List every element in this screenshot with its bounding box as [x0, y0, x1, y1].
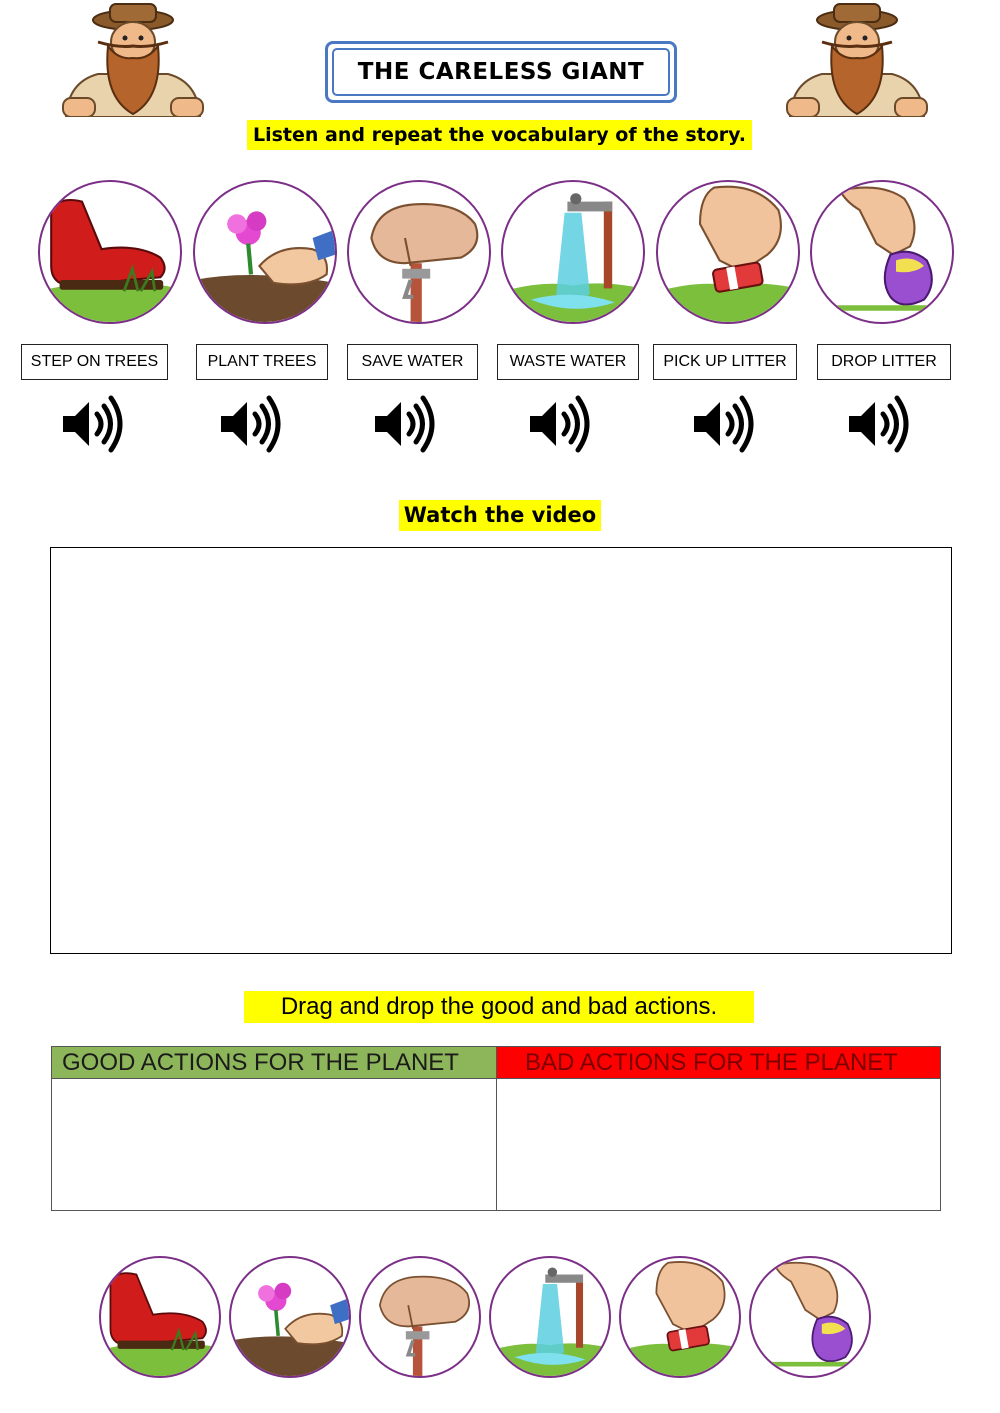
speaker-icon-pick-up-litter[interactable] — [690, 388, 762, 460]
draggable-card-drop-litter[interactable] — [749, 1256, 871, 1378]
draggable-card-plant-trees[interactable] — [229, 1256, 351, 1378]
vocab-picture-waste-water — [501, 180, 645, 324]
speaker-icon-plant-trees[interactable] — [217, 388, 289, 460]
vocab-label-drop-litter: DROP LITTER — [817, 344, 951, 380]
vocab-label-pick-up-litter: PICK UP LITTER — [653, 344, 797, 380]
vocab-label-plant-trees: PLANT TREES — [196, 344, 328, 380]
speaker-icon — [217, 388, 289, 460]
bad-actions-header: BAD ACTIONS FOR THE PLANET — [497, 1047, 940, 1079]
hands-planting-flower-icon — [231, 1258, 349, 1376]
giant-illustration-right — [782, 2, 932, 117]
hand-closing-tap-icon — [361, 1258, 479, 1376]
speaker-icon — [845, 388, 917, 460]
hands-planting-flower-icon — [195, 182, 335, 322]
drag-instruction: Drag and drop the good and bad actions. — [244, 991, 754, 1023]
speaker-icon-step-on-trees[interactable] — [59, 388, 131, 460]
running-tap-icon — [491, 1258, 609, 1376]
watch-instruction: Watch the video — [399, 500, 601, 531]
speaker-icon — [690, 388, 762, 460]
hand-picking-litter-icon — [621, 1258, 739, 1376]
vocab-picture-pick-up-litter — [656, 180, 800, 324]
good-actions-header: GOOD ACTIONS FOR THE PLANET — [52, 1047, 497, 1079]
vocab-picture-step-on-trees — [38, 180, 182, 324]
vocab-label-save-water: SAVE WATER — [347, 344, 478, 380]
sorting-table — [51, 1046, 941, 1211]
giant-illustration-left — [58, 2, 208, 117]
speaker-icon-waste-water[interactable] — [526, 388, 598, 460]
draggable-card-waste-water[interactable] — [489, 1256, 611, 1378]
hand-dropping-litter-icon — [751, 1258, 869, 1376]
vocab-picture-drop-litter — [810, 180, 954, 324]
listen-instruction: Listen and repeat the vocabulary of the story. — [247, 120, 752, 150]
vocab-picture-save-water — [347, 180, 491, 324]
speaker-icon-save-water[interactable] — [371, 388, 443, 460]
title-box — [325, 41, 677, 103]
good-actions-drop-zone[interactable] — [52, 1079, 497, 1210]
bad-actions-drop-zone[interactable] — [497, 1079, 940, 1210]
draggable-card-save-water[interactable] — [359, 1256, 481, 1378]
hand-picking-litter-icon — [658, 182, 798, 322]
speaker-icon-drop-litter[interactable] — [845, 388, 917, 460]
boot-stepping-plant-icon — [40, 182, 180, 322]
speaker-icon — [371, 388, 443, 460]
boot-stepping-plant-icon — [101, 1258, 219, 1376]
speaker-icon — [59, 388, 131, 460]
hand-dropping-litter-icon — [812, 182, 952, 322]
draggable-card-step-on-trees[interactable] — [99, 1256, 221, 1378]
vocab-label-step-on-trees: STEP ON TREES — [21, 344, 168, 380]
draggable-card-pick-up-litter[interactable] — [619, 1256, 741, 1378]
vocab-label-waste-water: WASTE WATER — [497, 344, 639, 380]
running-tap-icon — [503, 182, 643, 322]
vocab-picture-plant-trees — [193, 180, 337, 324]
page-title: THE CARELESS GIANT — [332, 48, 670, 96]
hand-closing-tap-icon — [349, 182, 489, 322]
speaker-icon — [526, 388, 598, 460]
video-player[interactable] — [50, 547, 952, 954]
